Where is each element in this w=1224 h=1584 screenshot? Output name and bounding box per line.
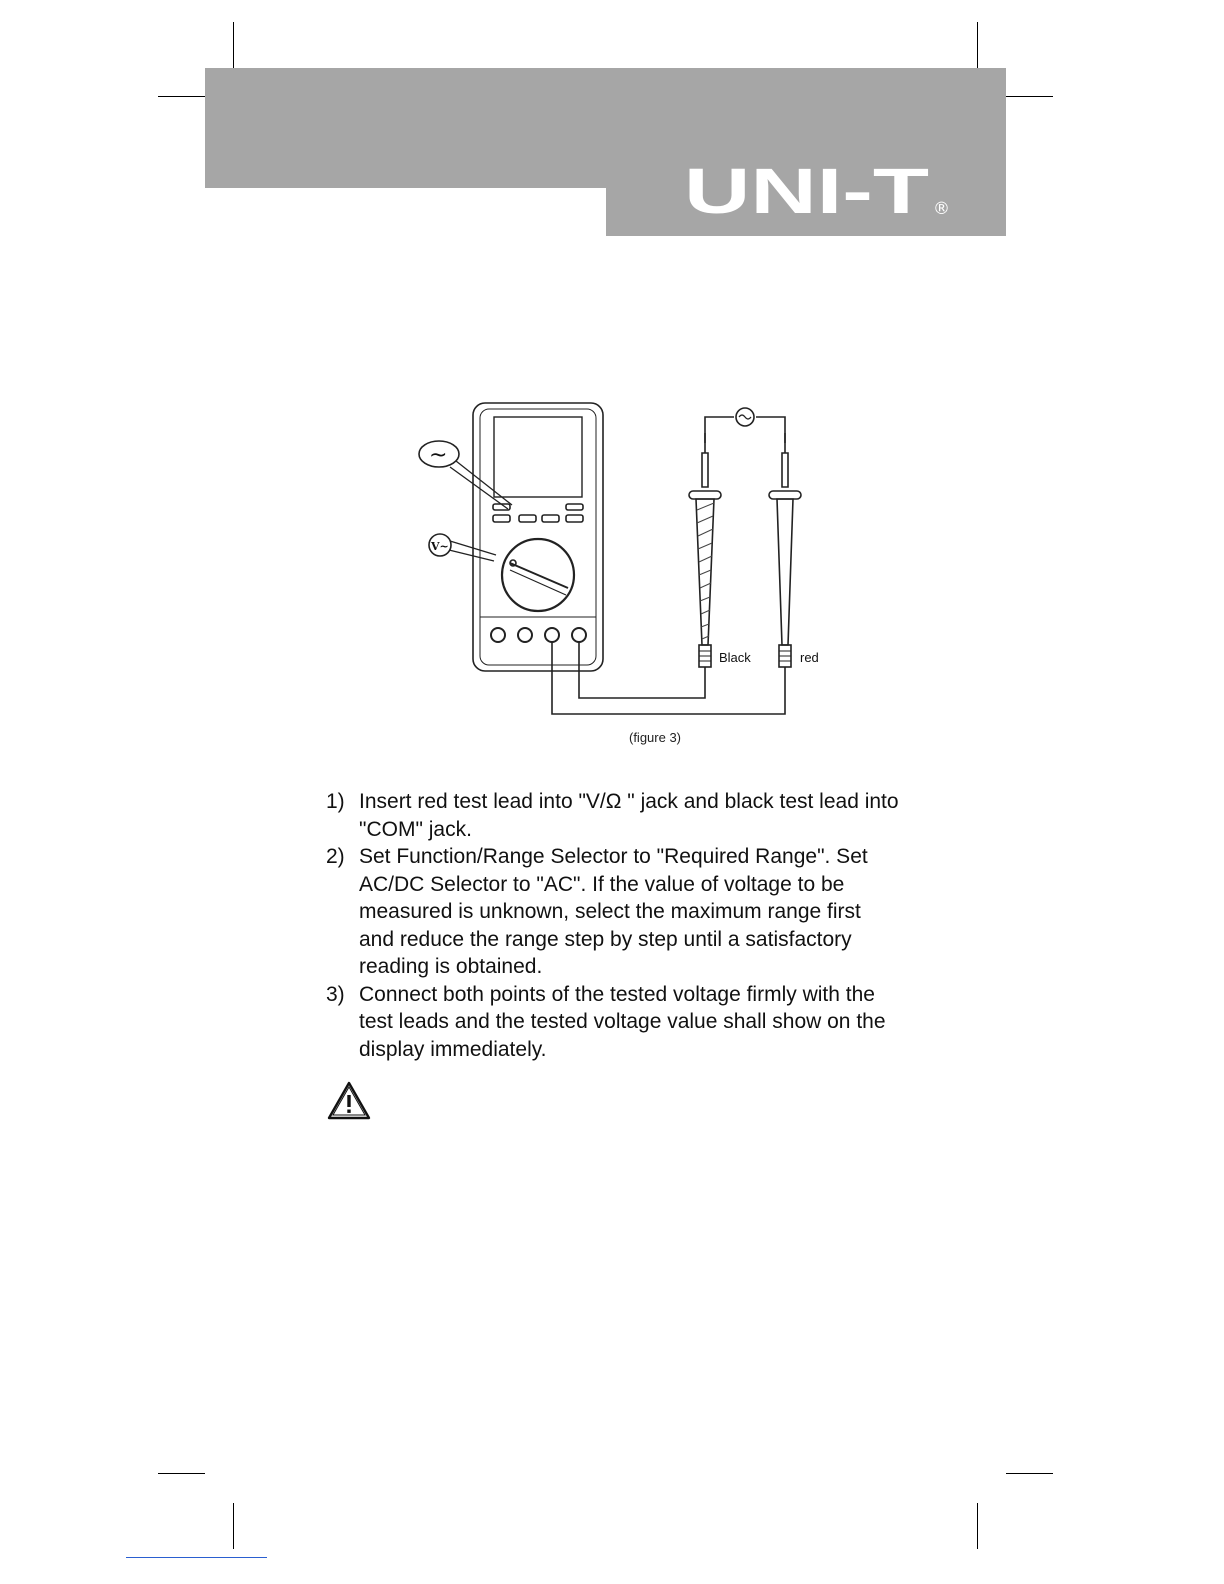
step-item — [326, 843, 966, 981]
crop-mark — [1006, 1473, 1053, 1474]
meter-button — [566, 515, 583, 522]
brand-name: UNI-T — [684, 156, 929, 226]
crop-mark — [158, 1473, 205, 1474]
jack — [491, 628, 505, 642]
meter-body-inner — [480, 409, 596, 665]
probe-black-label: Black — [719, 650, 751, 665]
jack-v-ohm — [572, 628, 586, 642]
meter-display — [494, 417, 582, 497]
warning-triangle-icon — [326, 1080, 372, 1122]
instruction-steps — [326, 788, 966, 1063]
red-probe-body — [777, 499, 793, 645]
meter-button — [542, 515, 559, 522]
crop-mark — [977, 1503, 978, 1549]
step-text: Insert red test lead into "V/Ω " jack and black test lead into "COM" jack. — [359, 790, 899, 841]
step-number: 3) — [326, 982, 345, 1006]
multimeter-figure — [400, 395, 840, 725]
step-text: Set Function/Range Selector to "Required Range". Set AC/DC Selector to "AC". If the value of voltage to be measured is unknown, select the maximum range first and reduce the range step by step until a satisfactory reading is obtained. — [359, 845, 868, 978]
crop-mark — [977, 22, 978, 68]
crop-mark — [233, 22, 234, 68]
step-text: Connect both points of the tested voltage firmly with the test leads and the tested voltage value shall show on the display immediately. — [359, 982, 886, 1061]
selector-pointer — [510, 563, 568, 588]
meter-button — [493, 515, 510, 522]
crop-mark — [233, 1503, 234, 1549]
brand-logo — [684, 156, 954, 226]
meter-button — [519, 515, 536, 522]
step-number: 1) — [326, 790, 345, 813]
black-wire — [579, 642, 705, 698]
meter-button — [566, 504, 583, 510]
step-item — [326, 981, 966, 1064]
black-probe-tip — [702, 433, 708, 487]
step-number: 2) — [326, 845, 345, 868]
red-probe-tip — [782, 433, 788, 487]
callout-v-symbol: V~ — [431, 540, 449, 553]
crop-mark — [1006, 96, 1053, 97]
registered-mark: ® — [933, 199, 950, 219]
jack-com — [545, 628, 559, 642]
crop-mark — [158, 96, 205, 97]
jack — [518, 628, 532, 642]
probe-red-label: red — [800, 650, 819, 665]
callout-ac-symbol: ~ — [429, 443, 448, 468]
step-item — [326, 788, 966, 843]
bottom-underline — [126, 1557, 267, 1558]
figure-caption: (figure 3) — [628, 730, 682, 745]
